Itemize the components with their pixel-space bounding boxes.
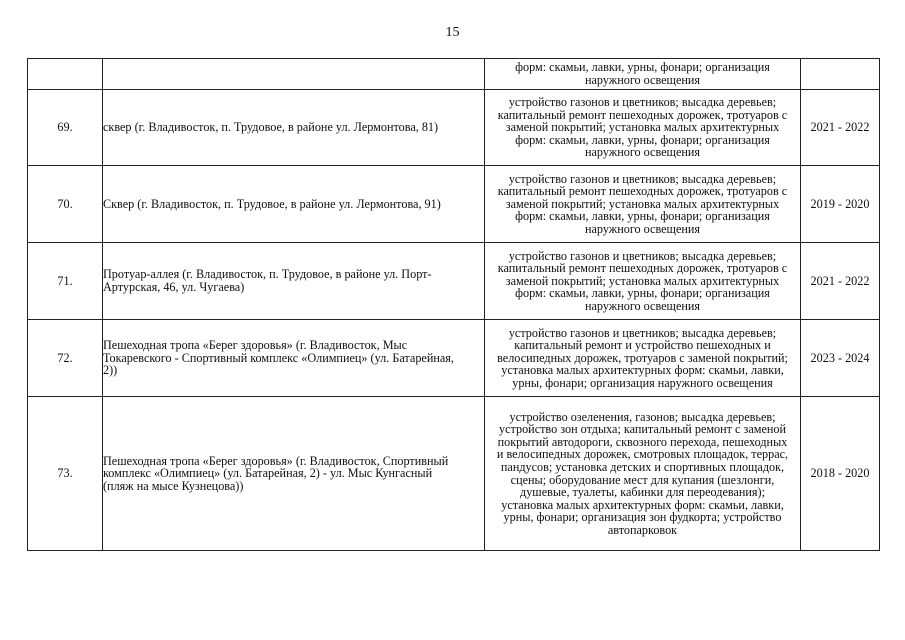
period-cell: 2021 - 2022 [801,243,880,320]
works-line: заменой покрытий; установка малых архитектурных [505,273,780,288]
table-row [28,320,880,397]
works-line: урны, фонари; организация наружного освещения [512,375,773,390]
table-row [28,166,880,243]
works-line: велосипедных дорожек, тротуаров с заменой покрытий; [497,350,788,365]
works-line: установка малых архитектурных форм: скамьи, лавки, [501,497,784,512]
works-line: автопарковок [607,522,678,537]
table-row [28,243,880,320]
works-line: устройство зон отдыха; капитальный ремонт с заменой [499,422,786,437]
works-cell [485,166,801,243]
works-line: капитальный ремонт пешеходных дорожек, тротуаров с [497,184,788,199]
works-line: устройство газонов и цветников; высадка деревьев; [508,95,777,110]
page-number: 15 [445,25,460,40]
works-line: наружного освещения [584,298,700,313]
period-cell: 2021 - 2022 [801,90,880,166]
table-row-continuation [28,59,880,90]
works-line: покрытий автодороги, сквозного перехода, пешеходных [497,434,788,449]
works-line: наружного освещения [584,73,700,87]
works-line: устройство газонов и цветников; высадка деревьев; [508,248,777,263]
object-name-cell [103,397,485,551]
object-name-cell [103,243,485,320]
period-cell [801,59,880,90]
improvement-objects-table [27,58,880,551]
object-name-cell [103,59,485,90]
works-line: пандусов; установка детских и спортивных площадок, [500,459,785,474]
row-number: 69. [28,90,103,166]
works-line: и велосипедных дорожек, смотровых площадок, террас, [496,447,789,462]
period-cell: 2018 - 2020 [801,397,880,551]
works-line: устройство газонов и цветников; высадка деревьев; [508,171,777,186]
works-line: урны, фонари; организация зон фудкорта; устройство [503,510,782,525]
works-line: форм: скамьи, лавки, урны, фонари; организация [515,60,770,75]
period-cell: 2019 - 2020 [801,166,880,243]
row-number: 72. [28,320,103,397]
period-cell: 2023 - 2024 [801,320,880,397]
object-name-line: сквер (г. Владивосток, п. Трудовое, в районе ул. Лермонтова, 81) [103,120,439,135]
object-name-line: комплекс «Олимпиец» (ул. Батарейная, 2) - ул. Мыс Кунгасный [103,466,433,481]
works-line: капитальный ремонт пешеходных дорожек, тротуаров с [497,107,788,122]
object-name-line: Протуар-аллея (г. Владивосток, п. Трудовое, в районе ул. Порт- [103,267,432,282]
object-name-line: Пешеходная тропа «Берег здоровья» (г. Владивосток, Спортивный [103,453,449,468]
num-cell [28,59,103,90]
works-line: душевые, туалеты, кабинки для переодевания); [520,485,765,500]
works-cell [485,59,801,90]
table-row [28,90,880,166]
works-line: капитальный ремонт пешеходных дорожек, тротуаров с [497,261,788,276]
object-name-line: Пешеходная тропа «Берег здоровья» (г. Владивосток, Мыс [103,338,408,353]
works-line: устройство газонов и цветников; высадка деревьев; [508,325,777,340]
row-number: 71. [28,243,103,320]
works-line: устройство озеленения, газонов; высадка деревьев; [509,409,776,424]
works-line: заменой покрытий; установка малых архитектурных [505,120,780,135]
works-line: форм: скамьи, лавки, урны, фонари; организация [515,209,770,224]
object-name-line: Токаревского - Спортивный комплекс «Олимпиец» (ул. Батарейная, [103,350,454,365]
table-row [28,397,880,551]
works-line: сцены; оборудование мест для купания (шезлонги, [510,472,775,487]
works-line: заменой покрытий; установка малых архитектурных [505,196,780,211]
object-name-line: (пляж на мысе Кузнецова)) [103,478,244,493]
works-line: форм: скамьи, лавки, урны, фонари; организация [515,286,770,301]
object-name-line: Сквер (г. Владивосток, п. Трудовое, в районе ул. Лермонтова, 91) [103,196,441,211]
object-name-cell [103,166,485,243]
works-cell [485,320,801,397]
works-line: установка малых архитектурных форм: скамьи, лавки, [501,363,784,378]
works-cell [485,243,801,320]
works-line: капитальный ремонт и устройство пешеходных и [514,338,771,353]
works-line: наружного освещения [584,221,700,236]
object-name-cell [103,90,485,166]
works-line: наружного освещения [584,145,700,160]
row-number: 70. [28,166,103,243]
works-line: форм: скамьи, лавки, урны, фонари; организация [515,132,770,147]
works-cell [485,90,801,166]
works-cell [485,397,801,551]
object-name-cell [103,320,485,397]
object-name-line: 2)) [103,363,118,378]
object-name-line: Артурская, 46, ул. Чугаева) [103,280,245,294]
row-number: 73. [28,397,103,551]
